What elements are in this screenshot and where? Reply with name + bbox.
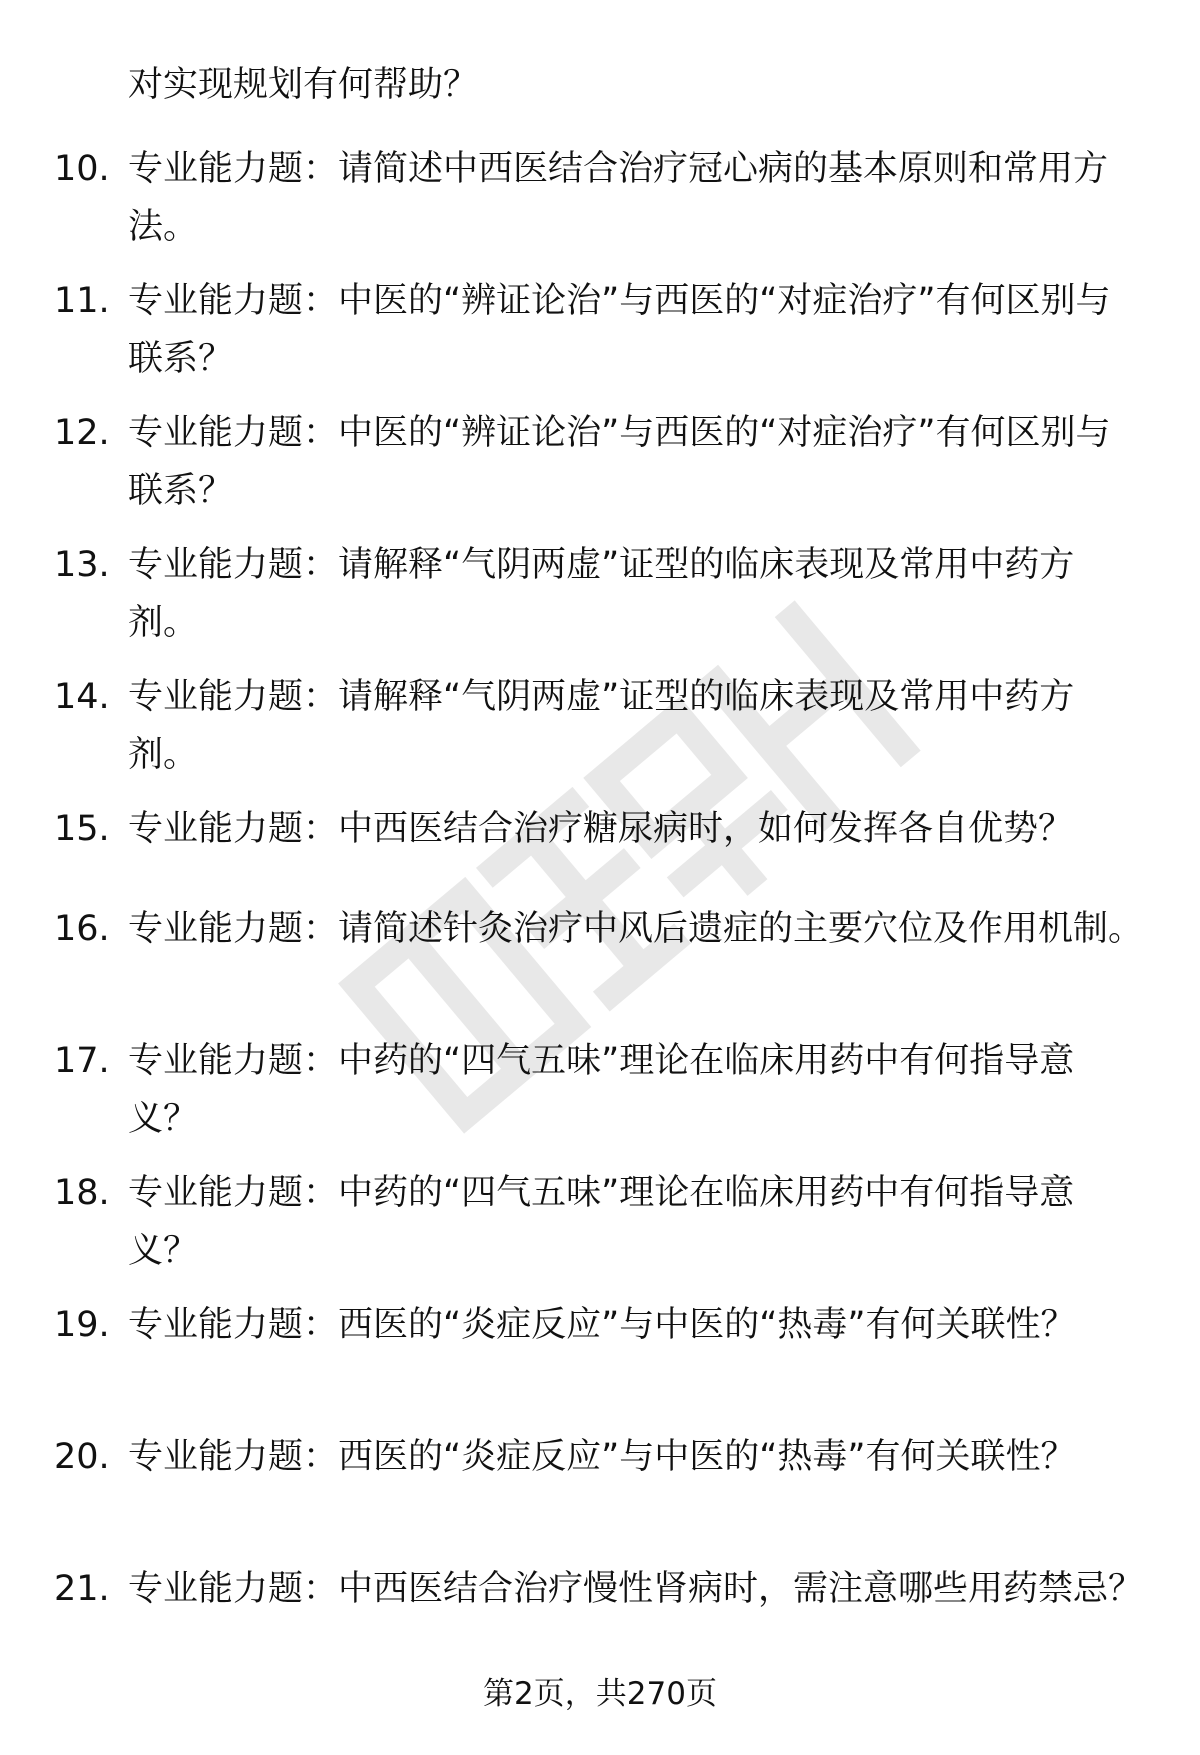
question-text: 专业能力题：中西医结合治疗慢性肾病时，需注意哪些用药禁忌？	[128, 1569, 1144, 1609]
question-item	[0, 140, 1200, 272]
question-number: 19.	[54, 1305, 110, 1345]
question-item	[0, 1164, 1200, 1296]
question-number: 21.	[54, 1569, 110, 1609]
question-item	[0, 1032, 1200, 1164]
question-text: 专业能力题：西医的“炎症反应”与中医的“热毒”有何关联性？	[128, 1305, 1076, 1345]
question-number: 18.	[54, 1173, 110, 1213]
question-text: 专业能力题：请简述针灸治疗中风后遗症的主要穴位及作用机制。	[128, 909, 1144, 949]
question-text: 专业能力题：中西医结合治疗糖尿病时，如何发挥各自优势？	[128, 809, 1074, 849]
question-text: 专业能力题：请简述中西医结合治疗冠心病的基本原则和常用方法。	[128, 149, 1109, 247]
continuation-text: 对实现规划有何帮助？	[128, 65, 479, 105]
question-number: 17.	[54, 1041, 110, 1081]
question-item	[0, 800, 1200, 900]
question-item	[0, 1296, 1200, 1428]
question-number: 14.	[54, 677, 110, 717]
question-text: 专业能力题：请解释“气阴两虚”证型的临床表现及常用中药方剂。	[128, 677, 1075, 775]
question-number: 15.	[54, 809, 110, 849]
question-number: 16.	[54, 909, 110, 949]
question-item	[0, 404, 1200, 536]
question-text: 专业能力题：中药的“四气五味”理论在临床用药中有何指导意义？	[128, 1173, 1075, 1271]
question-number: 20.	[54, 1437, 110, 1477]
page-footer: 第2页，共270页	[483, 1676, 717, 1712]
question-text: 专业能力题：请解释“气阴两虚”证型的临床表现及常用中药方剂。	[128, 545, 1075, 643]
question-text: 专业能力题：中药的“四气五味”理论在临床用药中有何指导意义？	[128, 1041, 1075, 1139]
question-text: 专业能力题：中医的“辨证论治”与西医的“对症治疗”有何区别与联系？	[128, 413, 1111, 511]
question-number: 13.	[54, 545, 110, 585]
question-number: 10.	[54, 149, 110, 189]
question-item	[0, 536, 1200, 668]
question-text: 专业能力题：中医的“辨证论治”与西医的“对症治疗”有何区别与联系？	[128, 281, 1111, 379]
question-item	[0, 272, 1200, 404]
question-number: 11.	[54, 281, 110, 321]
question-number: 12.	[54, 413, 110, 453]
question-item	[0, 900, 1200, 1032]
question-item	[0, 668, 1200, 800]
question-item	[0, 1428, 1200, 1560]
question-text: 专业能力题：西医的“炎症反应”与中医的“热毒”有何关联性？	[128, 1437, 1076, 1477]
question-list	[0, 140, 1200, 1692]
